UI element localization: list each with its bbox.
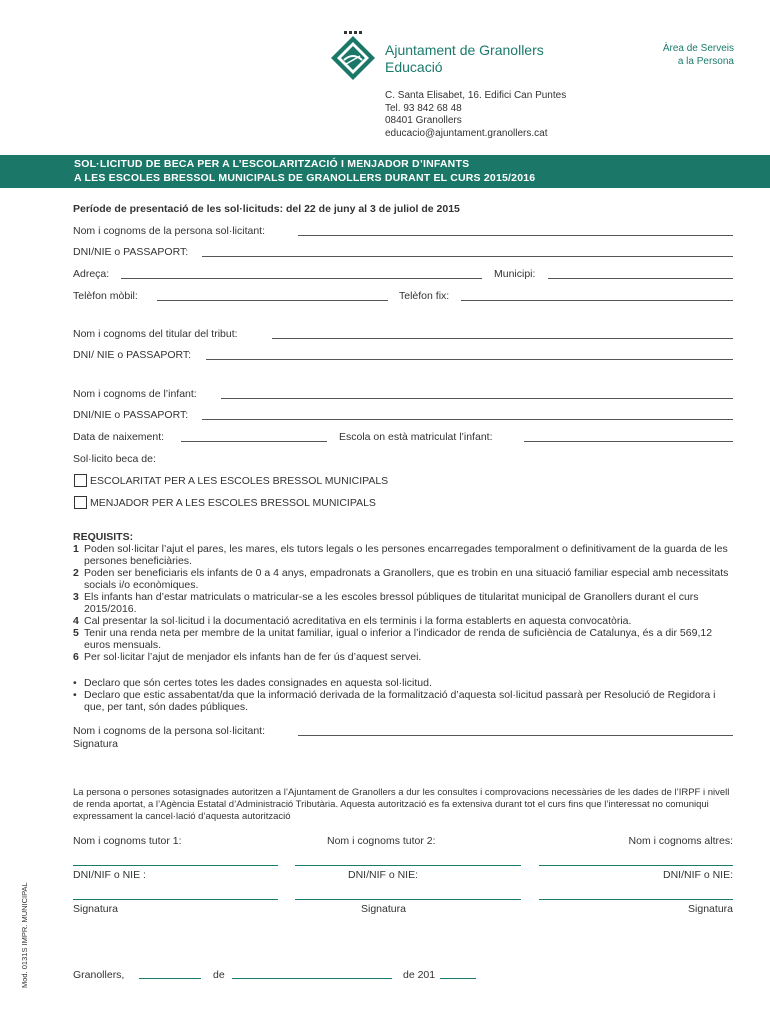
requirement-item: 5 Tenir una renda neta per membre de la unitat familiar, igual o inferior a l’indicador de renda de suficiència de Catalunya, és a dir 569,12 euros mensuals.	[73, 627, 713, 651]
requirement-item: 3 Els infants han d’estar matriculats o matricular-se a les escoles bressol públiques de titularitat municipal de Granollers durant el curs 2015/2016.	[73, 591, 699, 615]
signer-signature-label: Signatura	[73, 738, 118, 750]
declaration-item: • Declaro que són certes totes les dades consignades en aquesta sol·licitud.	[73, 677, 432, 689]
school-label: Escola on està matriculat l’infant:	[339, 431, 493, 443]
signer-name-field[interactable]	[298, 735, 733, 736]
other-name-label: Nom i cognoms altres:	[628, 835, 733, 847]
address-email[interactable]: educacio@ajuntament.granollers.cat	[385, 127, 548, 139]
child-name-label: Nom i cognoms de l’infant:	[73, 388, 197, 400]
requirement-item: 4 Cal presentar la sol·licitud i la documentació acreditativa en els terminis i la forma establerts en aquesta convocatòria.	[73, 615, 632, 627]
tutor1-dni-label: DNI/NIF o NIE :	[73, 869, 146, 881]
tutor2-dni-field[interactable]	[295, 899, 521, 900]
de-label-1: de	[213, 969, 225, 981]
tutor2-signature-label: Signatura	[361, 903, 406, 915]
area-header	[663, 42, 734, 68]
tutor2-name-field[interactable]	[295, 865, 521, 866]
title-banner	[0, 155, 770, 188]
holder-dni-field[interactable]	[206, 359, 733, 360]
birth-date-label: Data de naixement:	[73, 431, 165, 443]
requirements-section	[73, 531, 738, 663]
child-dni-field[interactable]	[202, 419, 733, 420]
tutor1-dni-field[interactable]	[73, 899, 278, 900]
declarations-section	[73, 677, 738, 713]
meals-checkbox[interactable]	[74, 496, 87, 509]
title-line1: SOL·LICITUD DE BECA PER A L’ESCOLARITZACIÓ I MENJADOR D’INFANTS	[74, 158, 470, 170]
tutor1-name-field[interactable]	[73, 865, 278, 866]
applicant-dni-label: DNI/NIE o PASSAPORT:	[73, 246, 189, 258]
requirements-title: REQUISITS:	[73, 531, 134, 543]
granollers-logo	[330, 30, 376, 86]
tutor2-name-label: Nom i cognoms tutor 2:	[327, 835, 436, 847]
authorization-text: La persona o persones sotasignades autoritzen a l’Ajuntament de Granollers a dur les consultes i comprovacions necessàries de les dades de l’IRPF i nivell de renda aportat, a l’Agència Estatal d’Administració Tributària. Aquesta autorització es fa extensiva durant tot el curs fins que l’interessat no comuniqui expressament la cancel·lació d’aquesta autorització	[73, 787, 730, 822]
address-label: Adreça:	[73, 268, 110, 280]
declaration-item: • Declaro que estic assabentat/da que la informació derivada de la formalització d’aquesta sol·licitud passarà per Resolució de Regidora i que, per tant, són dades públiques.	[73, 689, 716, 713]
other-dni-label: DNI/NIF o NIE:	[662, 869, 733, 881]
month-field[interactable]	[232, 978, 392, 979]
municipality-label: Municipi:	[494, 268, 536, 280]
birth-date-field[interactable]	[181, 441, 327, 442]
phone-field[interactable]	[461, 300, 733, 301]
dept-name: Educació	[385, 59, 443, 75]
applicant-name-field[interactable]	[298, 235, 733, 236]
year-field[interactable]	[440, 978, 476, 979]
address-city: 08401 Granollers	[385, 115, 462, 126]
address-phone: Tel. 93 842 68 48	[385, 102, 462, 114]
child-name-field[interactable]	[221, 398, 733, 399]
model-code: Mod. 0131S IMPR. MUNICIPAL	[20, 882, 29, 988]
phone-label: Telèfon fix:	[399, 290, 450, 302]
requirement-item: 6 Per sol·licitar l’ajut de menjador els infants han de fer ús d’aquest servei.	[73, 651, 422, 663]
school-field[interactable]	[524, 441, 733, 442]
applicant-name-label: Nom i cognoms de la persona sol·licitant:	[73, 225, 266, 237]
address-block	[385, 90, 566, 140]
meals-option-label: MENJADOR PER A LES ESCOLES BRESSOL MUNICIPALS	[90, 497, 376, 509]
title-line2: A LES ESCOLES BRESSOL MUNICIPALS DE GRANOLLERS DURANT EL CURS 2015/2016	[74, 171, 536, 184]
holder-dni-label: DNI/ NIE o PASSAPORT:	[73, 349, 192, 361]
mobile-field[interactable]	[157, 300, 388, 301]
holder-name-field[interactable]	[272, 338, 733, 339]
area-line2: a la Persona	[677, 56, 734, 67]
area-line1: Àrea de Serveis	[662, 43, 734, 54]
tutor1-name-label: Nom i cognoms tutor 1:	[73, 835, 182, 847]
request-label: Sol·licito beca de:	[73, 453, 156, 465]
org-name: Ajuntament de Granollers	[385, 42, 544, 58]
org-header	[385, 42, 544, 76]
municipality-field[interactable]	[548, 278, 733, 279]
tutor1-signature-label: Signatura	[73, 903, 118, 915]
other-name-field[interactable]	[539, 865, 733, 866]
tutor2-dni-label: DNI/NIF o NIE:	[348, 869, 419, 881]
child-dni-label: DNI/NIE o PASSAPORT:	[73, 409, 189, 421]
schooling-option-label: ESCOLARITAT PER A LES ESCOLES BRESSOL MUNICIPALS	[90, 475, 389, 487]
mobile-label: Telèfon mòbil:	[73, 290, 138, 302]
place-label: Granollers,	[73, 969, 125, 981]
signer-name-label: Nom i cognoms de la persona sol·licitant:	[73, 725, 266, 737]
day-field[interactable]	[139, 978, 201, 979]
de-label-2: de 201	[403, 969, 436, 981]
requirement-item: 2 Poden ser beneficiaris els infants de 0 a 4 anys, empadronats a Granollers, que es trobin en una situació familiar especial amb necessitats socials i/o econòmiques.	[73, 567, 729, 591]
other-signature-label: Signatura	[688, 903, 733, 915]
applicant-dni-field[interactable]	[202, 256, 733, 257]
other-dni-field[interactable]	[539, 899, 733, 900]
requirement-item: 1 Poden sol·licitar l’ajut el pares, les mares, els tutors legals o les persones encarregades temporalment o definitivament de la guarda de les persones beneficiàries.	[73, 543, 728, 567]
schooling-checkbox[interactable]	[74, 474, 87, 487]
address-field[interactable]	[121, 278, 482, 279]
holder-name-label: Nom i cognoms del titular del tribut:	[73, 328, 238, 340]
address-street: C. Santa Elisabet, 16. Edifici Can Puntes	[385, 90, 567, 101]
period-text: Període de presentació de les sol·licituds: del 22 de juny al 3 de juliol de 2015	[73, 203, 460, 215]
